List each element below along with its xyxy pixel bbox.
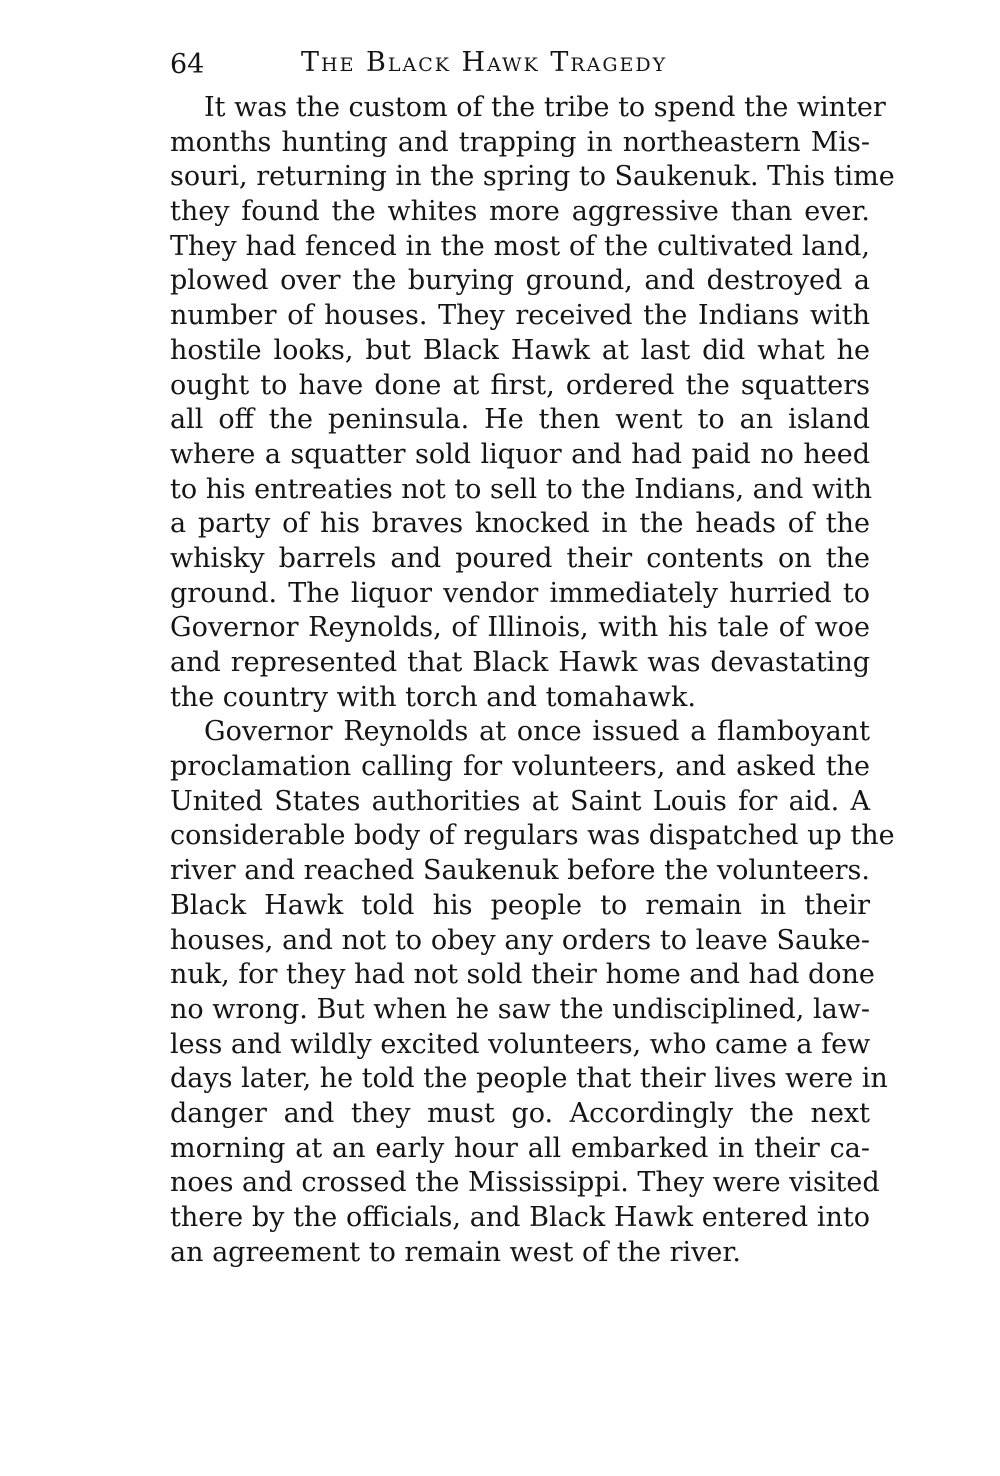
text-line: there by the officials, and Black Hawk entered into (170, 1202, 870, 1233)
text-line: plowed over the burying ground, and destroyed a (170, 265, 870, 297)
text-line: less and wildly excited volunteers, who came a few (170, 1028, 871, 1060)
paragraph-1 (170, 91, 895, 715)
text-line: an agreement to remain west of the river. (170, 1236, 741, 1268)
text-line: all off the peninsula. He then went to an island (170, 404, 870, 436)
text-line: nuk, for they had not sold their home and had done (170, 959, 875, 991)
text-line: It was the custom of the tribe to spend the winter (204, 92, 886, 123)
text-line: souri, returning in the spring to Saukenuk. This time (170, 161, 895, 193)
text-line: morning at an early hour all embarked in their ca- (170, 1132, 870, 1164)
text-line: ground. The liquor vendor immediately hurried to (170, 577, 870, 609)
paragraph-2 (170, 715, 895, 1270)
page-header (170, 40, 830, 84)
text-line: ought to have done at first, ordered the squatters (170, 369, 870, 401)
text-line: where a squatter sold liquor and had paid no heed (170, 438, 870, 470)
body-text (170, 91, 895, 1270)
text-line: the country with torch and tomahawk. (170, 681, 696, 713)
text-line: They had fenced in the most of the cultivated land, (170, 230, 870, 262)
text-line: Black Hawk told his people to remain in their (170, 889, 870, 921)
text-line: considerable body of regulars was dispatched up the (170, 820, 895, 852)
text-line: and represented that Black Hawk was devastating (170, 647, 870, 678)
text-line: hostile looks, but Black Hawk at last did what he (170, 334, 870, 366)
text-line: whisky barrels and poured their contents on the (170, 542, 870, 574)
text-line: a party of his braves knocked in the heads of the (170, 508, 870, 540)
text-line: river and reached Saukenuk before the volunteers. (170, 855, 870, 887)
text-line: they found the whites more aggressive than ever. (170, 196, 870, 228)
text-line: danger and they must go. Accordingly the next (170, 1097, 870, 1129)
text-line: Governor Reynolds, of Illinois, with his tale of woe (170, 612, 870, 644)
text-line: houses, and not to obey any orders to leave Sauke- (170, 924, 870, 956)
text-line: United States authorities at Saint Louis for aid. A (170, 785, 870, 817)
text-line: months hunting and trapping in northeastern Mis- (170, 126, 870, 158)
text-line: days later, he told the people that their lives were in (170, 1063, 888, 1095)
text-line: proclamation calling for volunteers, and asked the (170, 751, 870, 783)
text-line: to his entreaties not to sell to the Indians, and with (170, 473, 873, 505)
text-line: no wrong. But when he saw the undisciplined, law- (170, 993, 870, 1025)
text-line: Governor Reynolds at once issued a flamboyant (204, 716, 870, 748)
running-head: The Black Hawk Tragedy (301, 47, 668, 78)
page-number: 64 (170, 49, 205, 80)
text-line: number of houses. They received the Indians with (170, 300, 870, 332)
text-line: noes and crossed the Mississippi. They were visited (170, 1167, 880, 1199)
